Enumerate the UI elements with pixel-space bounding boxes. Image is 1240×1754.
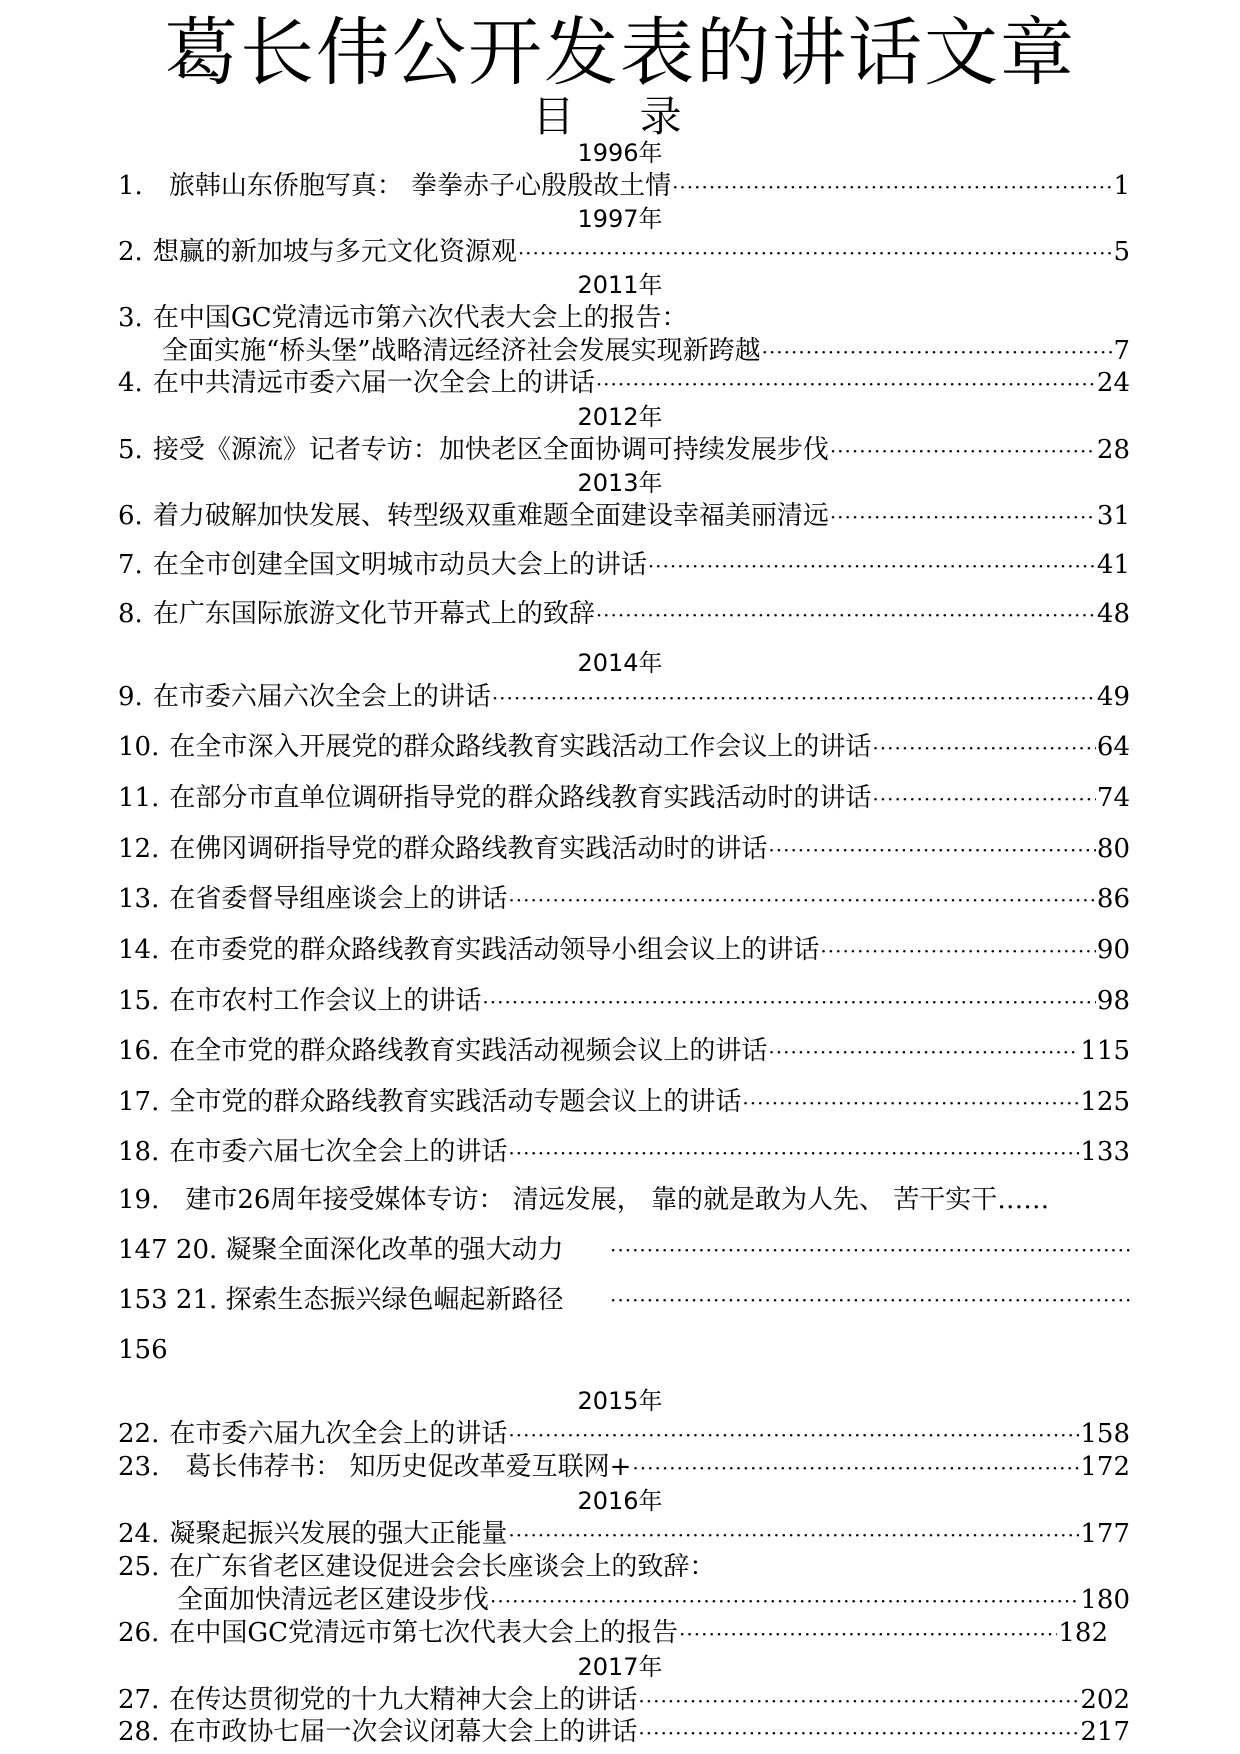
year-heading: 2012年 bbox=[577, 403, 663, 431]
year-heading: 2015年 bbox=[577, 1387, 663, 1415]
entry-number: 21. bbox=[175, 1285, 218, 1315]
entry-number: 3. bbox=[118, 303, 143, 333]
entry-title: 探索生态振兴绿色崛起新路径 bbox=[225, 1285, 564, 1315]
entry-title: 在市委党的群众路线教育实践活动领导小组会议上的讲话 bbox=[169, 935, 820, 965]
leader-dots bbox=[638, 1685, 1079, 1717]
toc-heading: 目 录 bbox=[532, 92, 708, 141]
entry-title: 在市委六届九次全会上的讲话 bbox=[169, 1419, 508, 1449]
leader-dots bbox=[742, 1087, 1079, 1119]
entry-title: 葛长伟荐书： 知历史促改革爱互联网+ bbox=[185, 1452, 632, 1482]
entry-title: 在市政协七届一次会议闭幕大会上的讲话 bbox=[169, 1717, 638, 1747]
entry-page: 64 bbox=[1096, 732, 1130, 762]
toc-entry[interactable] bbox=[118, 1284, 564, 1316]
entry-title: 凝聚全面深化改革的强大动力 bbox=[225, 1235, 564, 1265]
entry-number: 27. bbox=[118, 1685, 160, 1715]
leader-dots bbox=[679, 1618, 1057, 1650]
entry-title: 在全市创建全国文明城市动员大会上的讲话 bbox=[152, 550, 647, 580]
leader-dots bbox=[508, 884, 1096, 916]
toc-entry[interactable] bbox=[162, 335, 1130, 368]
leader-dots bbox=[672, 171, 1112, 203]
leader-dots bbox=[610, 1284, 1130, 1316]
leader-dots bbox=[490, 1585, 1079, 1617]
entry-number: 23. bbox=[118, 1452, 160, 1482]
toc-entry[interactable] bbox=[118, 1451, 1130, 1484]
entry-page: 156 bbox=[118, 1335, 168, 1365]
entry-title: 全市党的群众路线教育实践活动专题会议上的讲话 bbox=[169, 1087, 742, 1117]
entry-number: 16. bbox=[118, 1036, 160, 1066]
entry-number: 28. bbox=[118, 1717, 160, 1747]
leader-dots bbox=[830, 435, 1096, 467]
entry-page: 41 bbox=[1096, 550, 1130, 580]
toc-entry[interactable] bbox=[118, 236, 1130, 269]
entry-title: 旅韩山东侨胞写真： 拳拳赤子心殷殷故土情 bbox=[168, 171, 672, 201]
leader-dots bbox=[872, 783, 1096, 815]
toc-entry[interactable] bbox=[118, 833, 1130, 866]
entry-title: 在市委六届七次全会上的讲话 bbox=[169, 1137, 508, 1167]
leader-dots bbox=[632, 1452, 1079, 1484]
leader-dots bbox=[768, 1036, 1079, 1068]
entry-title: 想赢的新加坡与多元文化资源观 bbox=[152, 237, 517, 267]
entry-page: 24 bbox=[1096, 368, 1130, 398]
entry-title: 在省委督导组座谈会上的讲话 bbox=[169, 884, 508, 914]
year-heading: 2011年 bbox=[577, 271, 663, 299]
entry-number: 19. bbox=[118, 1185, 160, 1215]
entry-page: 31 bbox=[1096, 501, 1130, 531]
entry-page: 147 bbox=[118, 1235, 168, 1265]
year-heading: 1996年 bbox=[577, 139, 663, 167]
toc-entry[interactable] bbox=[118, 1184, 1049, 1216]
entry-title: 接受《源流》记者专访：加快老区全面协调可持续发展步伐 bbox=[152, 435, 829, 465]
leader-dots bbox=[830, 501, 1096, 533]
year-heading: 2014年 bbox=[577, 649, 663, 677]
toc-entry[interactable] bbox=[118, 1716, 1130, 1749]
toc-entry[interactable] bbox=[118, 1136, 1130, 1169]
entry-page: 7 bbox=[1113, 336, 1130, 366]
entry-number: 25. bbox=[118, 1552, 160, 1582]
entry-number: 15. bbox=[118, 986, 160, 1016]
leader-dots bbox=[508, 1137, 1079, 1169]
entry-page: 98 bbox=[1096, 986, 1130, 1016]
leader-dots bbox=[820, 935, 1096, 967]
entry-page: 90 bbox=[1096, 935, 1130, 965]
entry-title: 在传达贯彻党的十九大精神大会上的讲话 bbox=[169, 1685, 638, 1715]
entry-number: 6. bbox=[118, 501, 143, 531]
toc-entry[interactable] bbox=[118, 1418, 1130, 1451]
year-heading: 2017年 bbox=[577, 1653, 663, 1681]
entry-number: 17. bbox=[118, 1087, 160, 1117]
toc-entry-line1[interactable] bbox=[118, 302, 687, 334]
entry-number: 20. bbox=[175, 1235, 218, 1265]
entry-number: 1. bbox=[118, 171, 143, 201]
entry-title: 凝聚起振兴发展的强大正能量 bbox=[169, 1519, 508, 1549]
entry-title-cont: 全面实施“桥头堡”战略清远经济社会发展实现新跨越 bbox=[162, 336, 761, 366]
entry-page: 86 bbox=[1096, 884, 1130, 914]
leader-dots bbox=[518, 237, 1113, 269]
toc-entry[interactable] bbox=[118, 170, 1130, 203]
toc-entry[interactable] bbox=[118, 731, 1130, 764]
entry-number: 11. bbox=[118, 783, 160, 813]
toc-entry-line1[interactable] bbox=[118, 1551, 715, 1583]
entry-title: 在中共清远市委六届一次全会上的讲话 bbox=[152, 368, 595, 398]
toc-entry[interactable] bbox=[118, 434, 1130, 467]
toc-entry[interactable] bbox=[118, 985, 1130, 1018]
entry-page: 74 bbox=[1096, 783, 1130, 813]
entry-number: 14. bbox=[118, 935, 160, 965]
entry-title: 在广东省老区建设促进会会长座谈会上的致辞： bbox=[169, 1552, 716, 1582]
entry-page: 153 bbox=[118, 1285, 168, 1315]
entry-page: 158 bbox=[1080, 1419, 1130, 1449]
entry-number: 12. bbox=[118, 834, 160, 864]
entry-title-cont: 全面加快清远老区建设步伐 bbox=[177, 1585, 490, 1615]
entry-title: 在广东国际旅游文化节开幕式上的致辞 bbox=[152, 599, 595, 629]
entry-title: 在中国GC党清远市第六次代表大会上的报告： bbox=[152, 303, 688, 333]
entry-number: 7. bbox=[118, 550, 143, 580]
leader-dots bbox=[508, 1419, 1079, 1451]
entry-title: 在全市深入开展党的群众路线教育实践活动工作会议上的讲话 bbox=[169, 732, 872, 762]
toc-entry[interactable] bbox=[118, 549, 1130, 582]
entry-number: 5. bbox=[118, 435, 143, 465]
entry-page: 28 bbox=[1096, 435, 1130, 465]
year-heading: 2013年 bbox=[577, 469, 663, 497]
year-heading: 1997年 bbox=[577, 205, 663, 233]
leader-dots bbox=[872, 732, 1096, 764]
toc-entry[interactable] bbox=[118, 1234, 564, 1266]
entry-number: 10. bbox=[118, 732, 160, 762]
entry-page: 80 bbox=[1096, 834, 1130, 864]
leader-dots bbox=[482, 986, 1096, 1018]
toc-entry[interactable] bbox=[118, 500, 1130, 533]
entry-number: 4. bbox=[118, 368, 143, 398]
leader-dots bbox=[638, 1717, 1079, 1749]
leader-dots bbox=[508, 1519, 1079, 1551]
leader-dots bbox=[768, 834, 1096, 866]
entry-number: 18. bbox=[118, 1137, 160, 1167]
entry-title: 着力破解加快发展、转型级双重难题全面建设幸福美丽清远 bbox=[152, 501, 829, 531]
leader-dots bbox=[648, 550, 1096, 582]
entry-page: 49 bbox=[1096, 682, 1130, 712]
toc-entry[interactable] bbox=[118, 1617, 1108, 1650]
entry-title: 在佛冈调研指导党的群众路线教育实践活动时的讲话 bbox=[169, 834, 768, 864]
entry-number: 2. bbox=[118, 237, 143, 267]
entry-title: 在市委六届六次全会上的讲话 bbox=[152, 682, 491, 712]
toc-entry[interactable] bbox=[118, 883, 1130, 916]
toc-entry[interactable] bbox=[177, 1584, 1130, 1617]
entry-page: 115 bbox=[1080, 1036, 1130, 1066]
entry-number: 13. bbox=[118, 884, 160, 914]
toc-entry[interactable] bbox=[118, 1035, 1130, 1068]
entry-title: 建市26周年接受媒体专访： 清远发展， 靠的就是敢为人先、 苦干实干…… bbox=[185, 1185, 1050, 1215]
year-heading: 2016年 bbox=[577, 1487, 663, 1515]
entry-title: 在市农村工作会议上的讲话 bbox=[169, 986, 482, 1016]
entry-page: 182 bbox=[1058, 1618, 1108, 1648]
document-title: 葛长伟公开发表的讲话文章 bbox=[164, 10, 1076, 96]
toc-entry[interactable] bbox=[118, 1684, 1130, 1717]
leader-dots bbox=[610, 1234, 1130, 1266]
entry-page: 172 bbox=[1080, 1452, 1130, 1482]
entry-page: 177 bbox=[1080, 1519, 1130, 1549]
leader-dots bbox=[596, 599, 1096, 631]
entry-page: 48 bbox=[1096, 599, 1130, 629]
toc-entry[interactable] bbox=[118, 782, 1130, 815]
entry-page: 202 bbox=[1080, 1685, 1130, 1715]
leader-dots bbox=[762, 336, 1113, 368]
entry-number: 22. bbox=[118, 1419, 160, 1449]
entry-number: 8. bbox=[118, 599, 143, 629]
entry-title: 在全市党的群众路线教育实践活动视频会议上的讲话 bbox=[169, 1036, 768, 1066]
leader-dots bbox=[492, 682, 1096, 714]
entry-page: 125 bbox=[1080, 1087, 1130, 1117]
entry-page: 180 bbox=[1080, 1585, 1130, 1615]
toc-entry[interactable] bbox=[118, 598, 1130, 631]
toc-entry[interactable] bbox=[118, 1086, 1130, 1119]
entry-number: 26. bbox=[118, 1618, 160, 1648]
toc-entry[interactable] bbox=[118, 1518, 1130, 1551]
entry-title: 在中国GC党清远市第七次代表大会上的报告 bbox=[169, 1618, 679, 1648]
toc-entry[interactable] bbox=[118, 367, 1130, 400]
entry-number: 24. bbox=[118, 1519, 160, 1549]
entry-page: 5 bbox=[1113, 237, 1130, 267]
toc-entry[interactable] bbox=[118, 934, 1130, 967]
entry-page: 133 bbox=[1080, 1137, 1130, 1167]
entry-title: 在部分市直单位调研指导党的群众路线教育实践活动时的讲话 bbox=[169, 783, 872, 813]
leader-dots bbox=[596, 368, 1096, 400]
toc-entry[interactable] bbox=[118, 681, 1130, 714]
entry-page: 217 bbox=[1080, 1717, 1130, 1747]
entry-number: 9. bbox=[118, 682, 143, 712]
entry-page: 1 bbox=[1113, 171, 1130, 201]
